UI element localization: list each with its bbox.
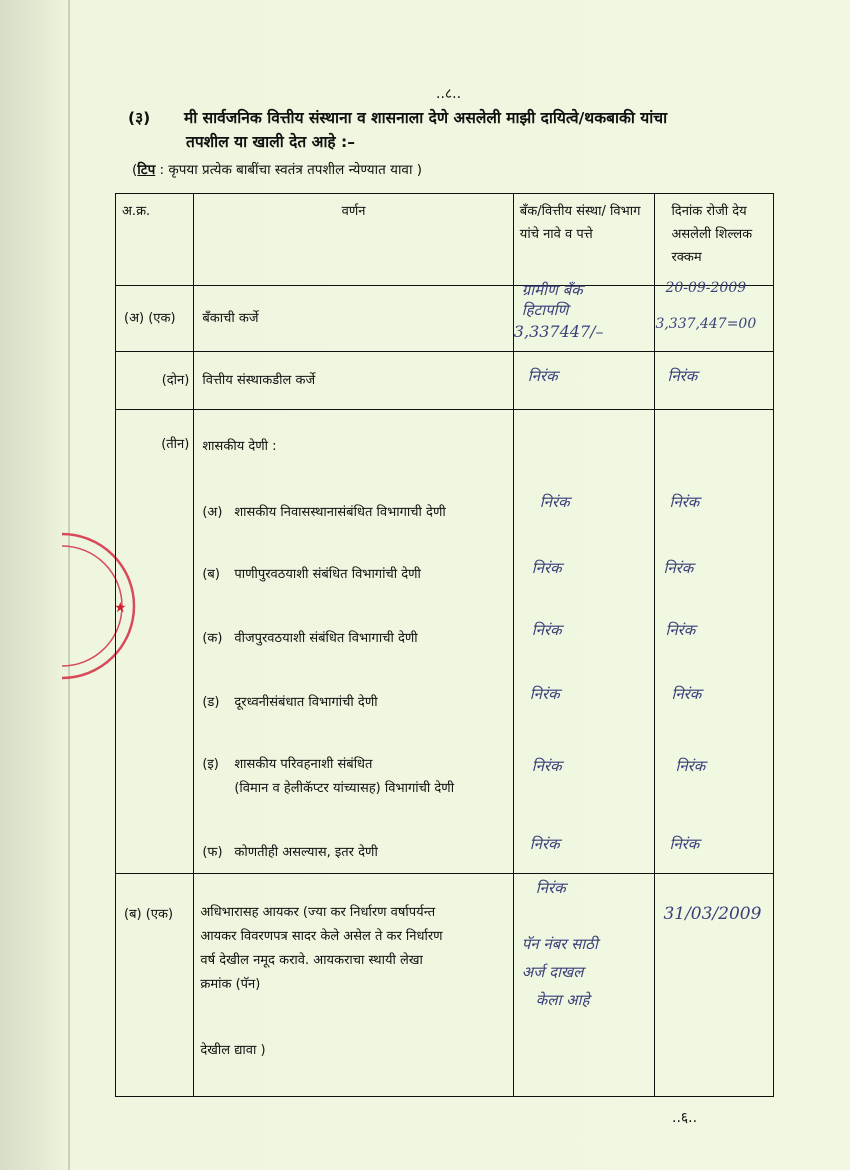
tax-line: अधिभारासह आयकर (ज्या कर निर्धारण वर्षापर्यन्त [200, 905, 436, 920]
section-heading [128, 106, 768, 154]
heading-line-1: मी सार्वजनिक वित्तीय संस्थाना व शासनाला देणे असलेली माझी दायित्वे/थकबाकी यांचा [184, 109, 668, 127]
row-bank-cell [513, 352, 655, 410]
tax-line-last: देखील द्यावा ) [200, 1043, 266, 1058]
handwritten-nil: निरंक [531, 621, 562, 639]
note-label: टिप [137, 162, 156, 178]
svg-text:★: ★ [114, 600, 127, 616]
row-serial: (तीन) [116, 410, 194, 874]
table-row [116, 286, 774, 352]
handwritten-nil: निरंक [667, 367, 698, 385]
table-row [116, 352, 774, 410]
table-header-row [116, 194, 774, 286]
page-number-top: ..८.. [436, 86, 462, 102]
tax-line: क्रमांक (पॅन) [200, 977, 261, 992]
handwritten-nil: निरंक [663, 559, 694, 577]
list-item: (इ) शासकीय परिवहनाशी संबंधित [202, 757, 373, 772]
list-item: (क) वीजपुरवठयाशी संबंधित विभागाची देणी [202, 631, 418, 646]
section-marker: (३) [128, 109, 151, 127]
row-bank-cell [513, 410, 655, 874]
table-row-govt-dues [116, 410, 774, 874]
note-line: (टिप : कृपया प्रत्येक बाबींचा स्वतंत्र तपशील न्येण्यात यावा ) [132, 162, 422, 178]
header-serial: अ.क्र. [116, 194, 194, 286]
handwritten-nil: निरंक [535, 879, 566, 897]
page-number-bottom: ..६.. [672, 1110, 698, 1126]
row-amount-cell [655, 280, 774, 352]
header-amount: दिनांक रोजी देय असलेली शिल्लक रक्कम [655, 194, 774, 286]
row-serial: (दोन) [116, 352, 194, 410]
handwritten-date: 31/03/2009 [663, 904, 762, 924]
list-item-continued: (विमान व हेलीकॅप्टर यांच्यासह) विभागांची देणी [234, 781, 455, 796]
tax-line: आयकर विवरणपत्र सादर केले असेल ते कर निर्धारण [200, 929, 443, 944]
row-amount-cell [655, 874, 774, 1097]
handwritten-note: केला आहे [535, 991, 590, 1009]
handwritten-nil: निरंक [665, 621, 696, 639]
handwritten-nil: निरंक [529, 835, 560, 853]
row-description-cell [194, 410, 513, 874]
list-item: (फ) कोणतीही असल्यास, इतर देणी [202, 845, 378, 860]
handwritten-note: अर्ज दाखल [521, 963, 584, 981]
note-text: : कृपया प्रत्येक बाबींचा स्वतंत्र तपशील न्येण्यात यावा ) [155, 162, 422, 178]
handwritten-nil: निरंक [531, 757, 562, 775]
row-serial: (ब) (एक) [116, 874, 194, 1097]
header-description: वर्णन [194, 194, 513, 286]
row-serial: (अ) (एक) [116, 286, 194, 352]
govt-dues-title: शासकीय देणी : [202, 439, 277, 454]
handwritten-bank-name: ग्रामीण बँक [521, 281, 583, 299]
row-bank-cell [513, 281, 655, 352]
handwritten-nil: निरंक [669, 493, 700, 511]
list-item: (ब) पाणीपुरवठयाशी संबंधित विभागांची देणी [202, 567, 421, 582]
tax-line: वर्ष देखील नमूद करावे. आयकराचा स्थायी लेखा [200, 953, 423, 968]
list-item: (अ) शासकीय निवासस्थानासंबंधित विभागाची देणी [202, 505, 446, 520]
handwritten-nil: निरंक [539, 493, 570, 511]
handwritten-date: 20-09-2009 [665, 280, 747, 296]
table-row-income-tax [116, 874, 774, 1097]
liabilities-table [115, 193, 774, 1097]
row-amount-cell [655, 410, 774, 874]
row-description: बँकाची कर्जे [194, 286, 513, 352]
handwritten-note: पॅन नंबर साठी [521, 935, 598, 953]
handwritten-amount: 3,337,447=00 [655, 316, 757, 332]
handwritten-nil: निरंक [531, 559, 562, 577]
handwritten-bank-amount: 3,337447/– [513, 322, 604, 341]
row-description-cell [194, 874, 513, 1097]
list-item: (ड) दूरध्वनीसंबंधात विभागांची देणी [202, 695, 378, 710]
row-bank-cell [513, 874, 655, 1097]
handwritten-nil: निरंक [675, 757, 706, 775]
row-description: वित्तीय संस्थाकडील कर्जे [194, 352, 513, 410]
handwritten-nil: निरंक [527, 367, 558, 385]
handwritten-nil: निरंक [529, 685, 560, 703]
row-amount-cell [655, 352, 774, 410]
handwritten-nil: निरंक [669, 835, 700, 853]
heading-line-2: तपशील या खाली देत आहे :– [186, 133, 355, 151]
handwritten-nil: निरंक [671, 685, 702, 703]
handwritten-bank-branch: हिटापणि [521, 301, 569, 319]
header-bank: बँक/वित्तीय संस्था/ विभाग यांचे नावे व पत्ते [513, 194, 655, 286]
